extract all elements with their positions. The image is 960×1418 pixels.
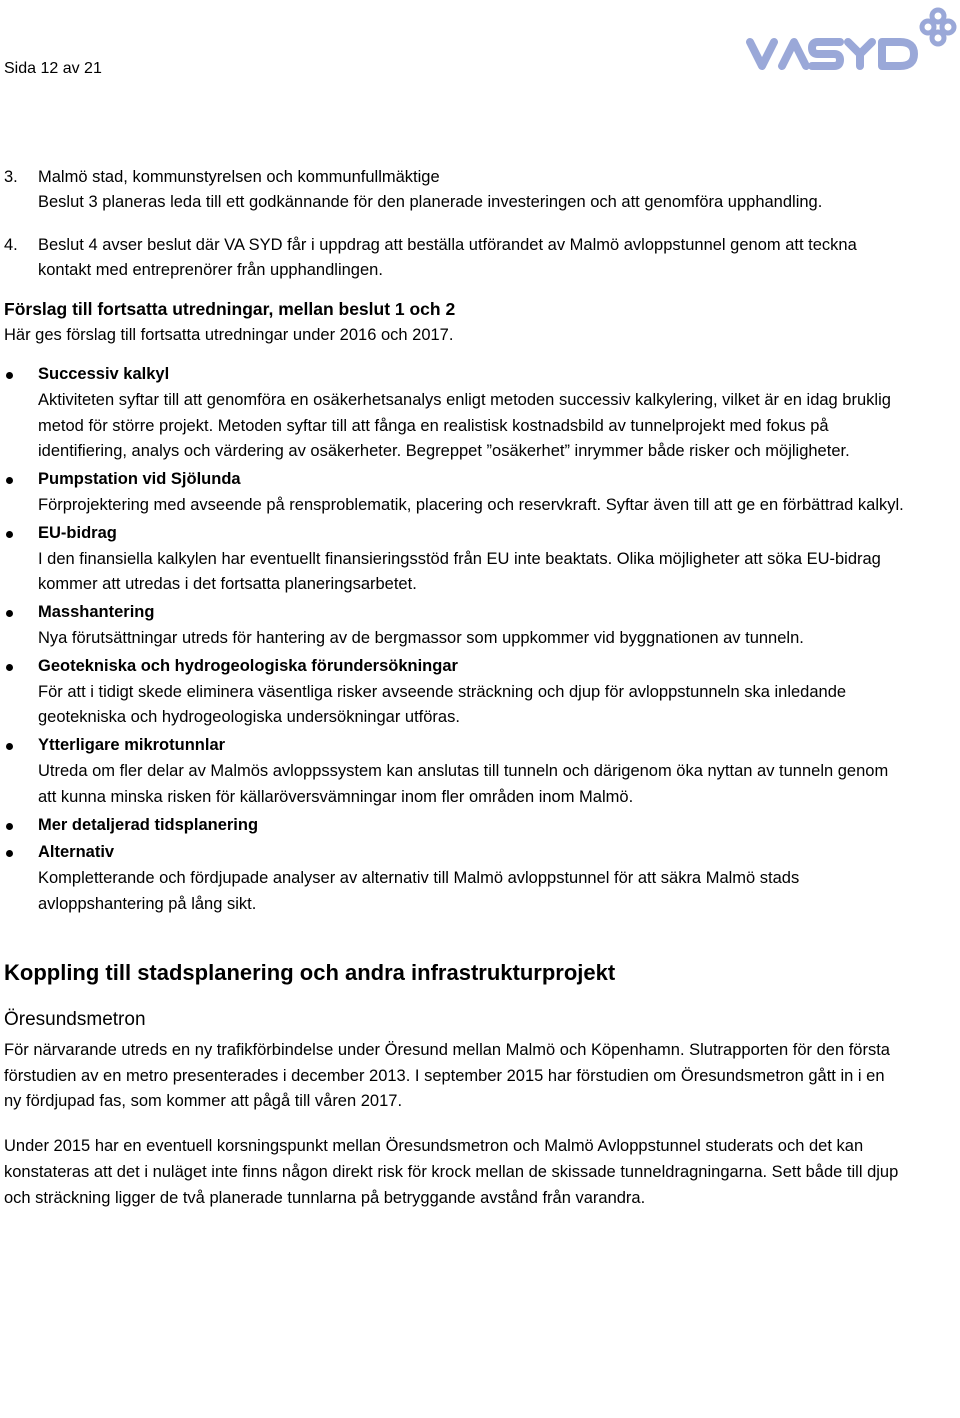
numbered-item: [4, 165, 904, 215]
list-item-title: Pumpstation vid Sjölunda: [38, 470, 241, 489]
list-item: [4, 840, 904, 917]
list-item: [4, 600, 904, 652]
item-number: 4.: [4, 236, 18, 254]
bullet-icon: [6, 610, 13, 617]
list-item-title: Successiv kalkyl: [38, 365, 170, 383]
list-item-title: Masshantering: [38, 603, 155, 622]
subsection-heading: Öresundsmetron: [4, 1008, 146, 1030]
list-item-text: Nya förutsättningar utreds för hantering av de bergmassor som uppkommer vid byggnationen av tunneln.: [38, 628, 804, 647]
item-text: Beslut 4 avser beslut där VA SYD får i uppdrag att beställa utförandet av Malmö avloppstunnel genom att teckna kontakt med entreprenörer från upphandlingen.: [38, 236, 857, 279]
list-item-text: Utreda om fler delar av Malmös avloppssystem kan anslutas till tunneln och därigenom öka nyttan av tunneln genom att kunna minska risken för källaröversvämningar inom fler områden inom Malmö.: [38, 761, 889, 806]
list-item: [4, 521, 904, 598]
list-item: [4, 813, 904, 839]
list-item: [4, 467, 904, 519]
list-item-text: Förprojektering med avseende på rensproblematik, placering och reservkraft. Syftar även till att ge en förbättrad kalkyl.: [38, 495, 904, 514]
item-text: Malmö stad, kommunstyrelsen och kommunfullmäktige Beslut 3 planeras leda till ett godkännande för den planerade investeringen och att genomföra upphandling.: [38, 168, 823, 211]
section-intro: Här ges förslag till fortsatta utredningar under 2016 och 2017.: [4, 326, 454, 344]
section-heading: Förslag till fortsatta utredningar, mellan beslut 1 och 2: [4, 299, 456, 319]
bullet-icon: [6, 823, 13, 830]
list-item: [4, 654, 904, 731]
list-item-title: Alternativ: [38, 843, 115, 862]
bullet-icon: [6, 531, 13, 538]
bullet-icon: [6, 664, 13, 671]
bullet-icon: [6, 372, 13, 379]
chapter-heading: Koppling till stadsplanering och andra infrastrukturprojekt: [4, 959, 616, 985]
list-item: [4, 362, 904, 465]
bullet-list: [4, 362, 904, 918]
bullet-icon: [6, 477, 13, 484]
list-item-title: EU-bidrag: [38, 523, 117, 542]
paragraph: För närvarande utreds en ny trafikförbindelse under Öresund mellan Malmö och Köpenhamn. Slutrapporten för den första förstudien av en metro presenterades i december 2013. I september 2015 har förstudien om Öresundsmetron gått in i en ny fördjupad fas, som kommer att pågå till våren 2017.: [4, 1040, 890, 1111]
list-item-text: I den finansiella kalkylen har eventuellt finansieringsstöd från EU inte beaktats. Olika möjligheter att söka EU-bidrag kommer att utredas i det fortsatta planeringsarbetet.: [38, 549, 881, 594]
paragraph: Under 2015 har en eventuell korsningspunkt mellan Öresundsmetron och Malmö Avloppstunnel studerats och det kan konstateras att det i nuläget inte finns någon direkt risk för krock mellan de skissade tunneldragningarna. Sett både till djup och sträckning ligger de två planerade tunnlarna på betryggande avstånd från varandra.: [4, 1137, 899, 1207]
page-number: Sida 12 av 21: [4, 60, 102, 77]
list-item-text: Kompletterande och fördjupade analyser av alternativ till Malmö avloppstunnel för att säkra Malmö stads avloppshantering på lång sikt.: [38, 869, 800, 913]
list-item: [4, 733, 904, 810]
list-item-title: Ytterligare mikrotunnlar: [38, 736, 226, 755]
numbered-item: [4, 233, 904, 283]
list-item-title: Geotekniska och hydrogeologiska förundersökningar: [38, 656, 458, 675]
list-item-text: För att i tidigt skede eliminera väsentliga risker avseende sträckning och djup för avloppstunneln ska inledande geotekniska och hydrogeologiska undersökningar utföras.: [38, 682, 847, 727]
bullet-icon: [6, 743, 13, 750]
list-item-text: Aktiviteten syftar till att genomföra en osäkerhetsanalys enligt metoden successiv kalkylering, vilket är en idag bruklig metod för större projekt. Metoden syftar till att fånga en realistisk kostnadsbild av tunnelprojekt med fokus på identifiering, analys och värdering av osäkerheter. Begreppet ”osäkerhet” inrymmer både risker och möjligheter.: [38, 390, 891, 461]
item-number: 3.: [4, 168, 18, 186]
vasyd-logo: [742, 2, 958, 74]
list-item-title: Mer detaljerad tidsplanering: [38, 815, 259, 834]
bullet-icon: [6, 850, 13, 857]
